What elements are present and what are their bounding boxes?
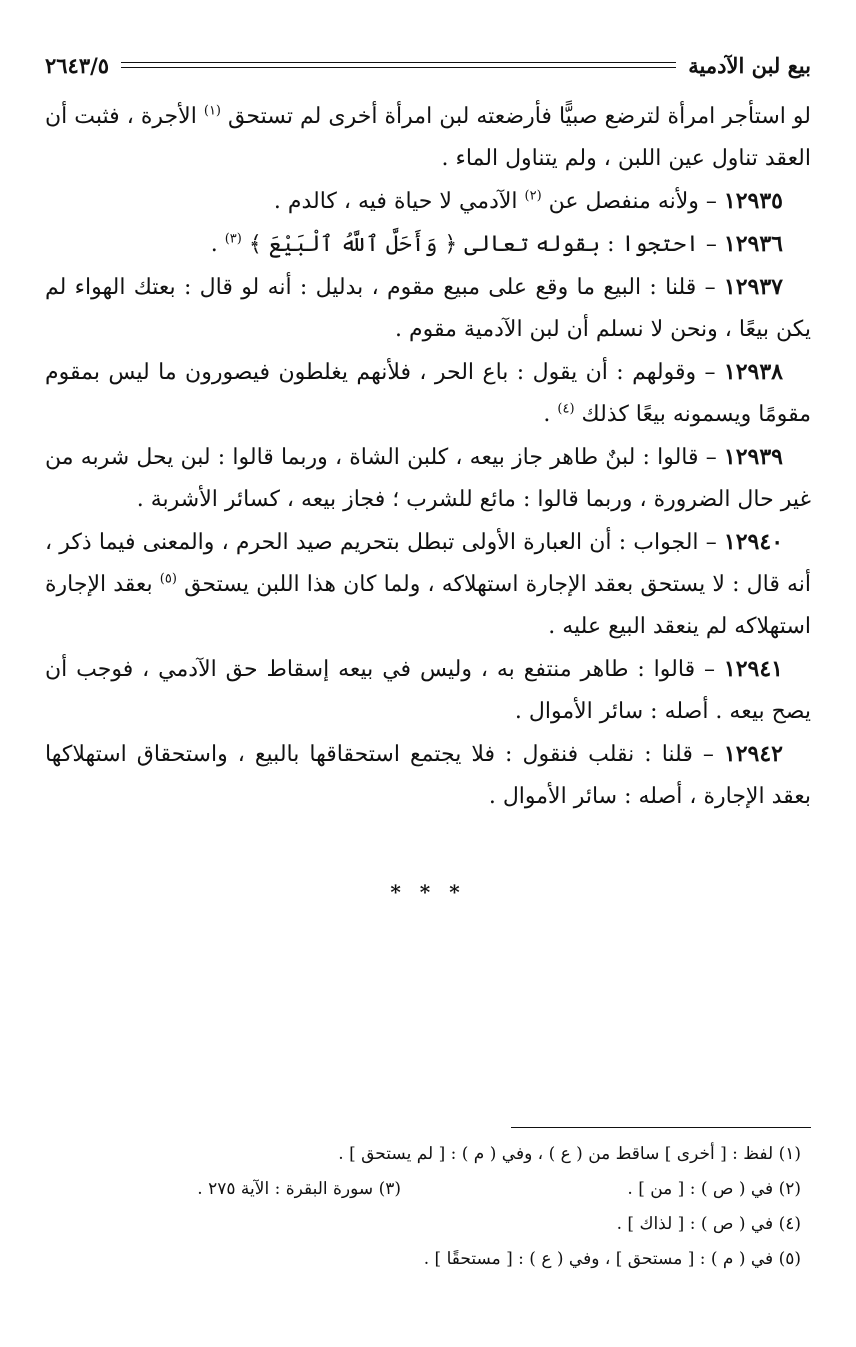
text-run: – قالوا : طاهر منتفع به ، وليس في بيعه إسقاط حق الآدمي ، فوجب أن يصح بيعه . أصله : سائر الأموال . <box>45 657 811 724</box>
header-rule <box>121 62 676 68</box>
paragraph-12936 <box>45 223 811 266</box>
text-run: – الجواب : أن العبارة الأولى تبطل بتحريم صيد الحرم ، والمعنى فيما ذكر ، أنه قال : لا يستحق بعقد الإجارة استهلاكه ، ولما كان هذا اللبن يستحق <box>45 530 811 597</box>
text-run: – قالوا : لبنٌ طاهر جاز بيعه ، كلبن الشاة ، وربما قالوا : لبن يحل شربه من غير حال الضرورة ، وربما قالوا : مائع للشرب ؛ فجاز بيعه ، كسائر الأشربة . <box>45 445 811 512</box>
paragraph-12935 <box>45 180 811 223</box>
text-run: – احتجوا : بقوله تعالى ﴿ وَأَحَلَّ ٱللَّهُ ٱلْبَيْعَ ﴾ <box>248 232 717 257</box>
footnote-4 <box>45 1207 801 1242</box>
footnote-text: (٥) في ( م ) : [ مستحق ] ، وفي ( ع ) : [ مستحقًا ] . <box>423 1249 801 1269</box>
text-run: . <box>210 232 218 257</box>
footnote-5 <box>45 1242 801 1277</box>
text-run: الأجرة ، فثبت أن العقد تناول عين اللبن ، ولم يتناول الماء . <box>45 104 811 171</box>
section-separator: * * * <box>390 880 466 904</box>
footnote-row-2-3 <box>45 1172 801 1207</box>
paragraph-number: ١٢٩٤١ <box>723 656 783 682</box>
footnote-1 <box>45 1137 801 1172</box>
text-run: الآدمي لا حياة فيه ، كالدم . <box>273 189 518 214</box>
footnote-ref: (٢) <box>524 188 542 204</box>
paragraph-12937 <box>45 266 811 351</box>
footnote-text: (٤) في ( ص ) : [ لذاك ] . <box>616 1214 801 1234</box>
chapter-title: بيع لبن الآدمية <box>688 52 811 78</box>
footnote-2: (٢) في ( ص ) : [ من ] . <box>627 1179 801 1199</box>
paragraph-12939 <box>45 436 811 521</box>
footnotes <box>45 1137 801 1277</box>
paragraph-number: ١٢٩٣٨ <box>723 359 783 385</box>
footnote-ref: (١) <box>203 103 221 119</box>
paragraph-number: ١٢٩٤٠ <box>723 529 784 555</box>
paragraph-12940 <box>45 521 811 648</box>
paragraph-12938 <box>45 351 811 436</box>
footnote-ref: (٣) <box>224 231 242 247</box>
paragraph-number: ١٢٩٣٩ <box>723 444 783 470</box>
text-run: بعقد الإجارة استهلاكه لم ينعقد البيع عليه . <box>45 572 811 639</box>
paragraph-12941 <box>45 648 811 733</box>
page-number: ٢٦٤٣/٥ <box>45 52 110 78</box>
footnote-rule <box>511 1127 811 1128</box>
footnote-3: (٣) سورة البقرة : الآية ٢٧٥ . <box>197 1179 401 1199</box>
footnote-text: (١) لفظ : [ أخرى ] ساقط من ( ع ) ، وفي ( م ) : [ لم يستحق ] . <box>338 1144 801 1164</box>
footnote-ref: (٥) <box>159 571 177 587</box>
text-run: – ولأنه منفصل عن <box>548 189 717 214</box>
paragraph-number: ١٢٩٣٦ <box>723 231 783 257</box>
text-run: – قلنا : نقلب فنقول : فلا يجتمع استحقاقها بالبيع ، واستحقاق استهلاكها بعقد الإجارة ، أصله : سائر الأموال . <box>45 742 811 809</box>
paragraph-number: ١٢٩٣٥ <box>723 188 783 214</box>
main-text <box>45 96 811 818</box>
text-run: – قلنا : البيع ما وقع على مبيع مقوم ، بدليل : أنه لو قال : بعتك الهواء لم يكن بيعًا ، ونحن لا نسلم أن لبن الآدمية مقوم . <box>45 275 811 342</box>
paragraph-continuation <box>45 96 811 180</box>
page-header <box>45 50 811 80</box>
paragraph-number: ١٢٩٣٧ <box>723 274 783 300</box>
paragraph-12942 <box>45 733 811 818</box>
text-run: . <box>543 402 551 427</box>
footnote-ref: (٤) <box>557 401 575 417</box>
paragraph-number: ١٢٩٤٢ <box>723 741 783 767</box>
text-run: – وقولهم : أن يقول : باع الحر ، فلأنهم يغلطون فيصورون ما ليس بمقوم مقومًا ويسمونه بيعًا كذلك <box>45 360 811 427</box>
text-run: لو استأجر امرأة لترضع صبيًّا فأرضعته لبن امرأة أخرى لم تستحق <box>228 104 812 129</box>
